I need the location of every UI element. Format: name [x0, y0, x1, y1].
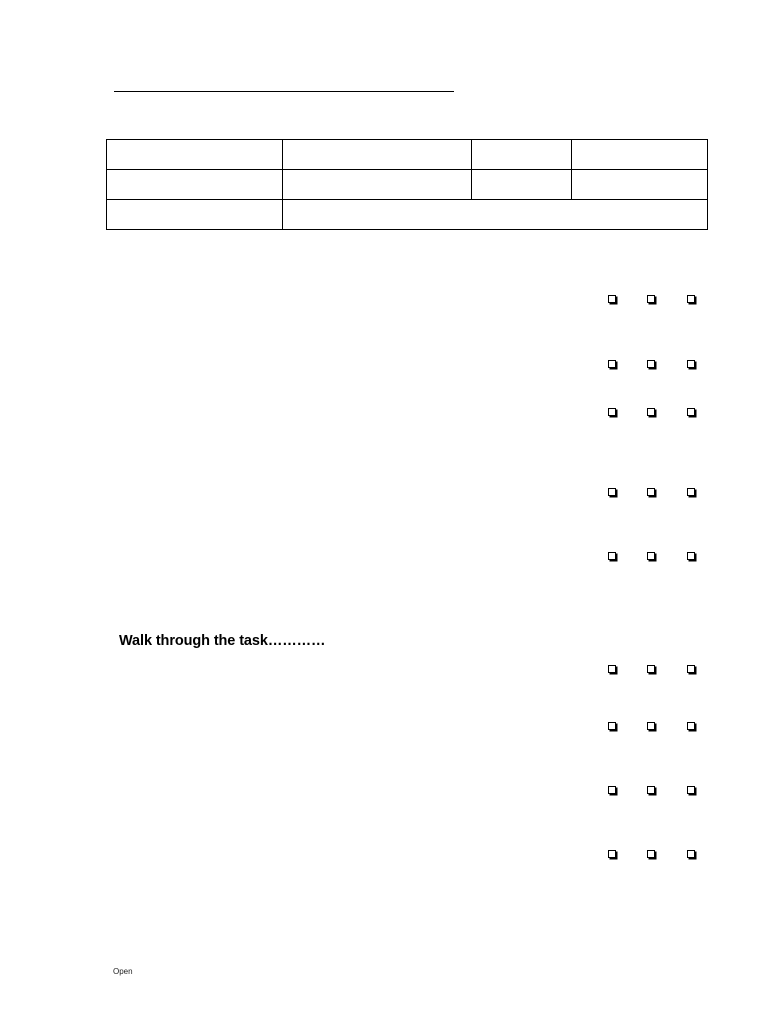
checkbox-option-2[interactable] [647, 408, 655, 416]
checkbox-option-2[interactable] [647, 295, 655, 303]
checkbox-option-2[interactable] [647, 665, 655, 673]
table-row [107, 170, 708, 200]
checklist-item-1 [606, 295, 696, 305]
checklist-item-6 [606, 665, 696, 675]
checkbox-option-3[interactable] [687, 408, 695, 416]
table-cell[interactable] [572, 140, 708, 170]
checkbox-option-3[interactable] [687, 722, 695, 730]
table-row [107, 140, 708, 170]
checkbox-option-3[interactable] [687, 786, 695, 794]
table-cell[interactable] [572, 170, 708, 200]
checkbox-option-3[interactable] [687, 488, 695, 496]
title-underline [114, 91, 454, 92]
checkbox-option-1[interactable] [608, 552, 616, 560]
checkbox-option-1[interactable] [608, 360, 616, 368]
checkbox-option-2[interactable] [647, 552, 655, 560]
checkbox-option-1[interactable] [608, 722, 616, 730]
checkbox-option-1[interactable] [608, 408, 616, 416]
checkbox-option-2[interactable] [647, 488, 655, 496]
table-cell[interactable] [107, 170, 283, 200]
checklist-item-4 [606, 488, 696, 498]
table-cell-merged[interactable] [283, 200, 708, 230]
checkbox-option-3[interactable] [687, 552, 695, 560]
checkbox-option-1[interactable] [608, 295, 616, 303]
checkbox-option-1[interactable] [608, 786, 616, 794]
checkbox-option-1[interactable] [608, 665, 616, 673]
checklist-item-5 [606, 552, 696, 562]
table-row [107, 200, 708, 230]
checkbox-option-2[interactable] [647, 850, 655, 858]
checklist-item-8 [606, 786, 696, 796]
table-cell[interactable] [283, 140, 472, 170]
checkbox-option-3[interactable] [687, 665, 695, 673]
header-info-table [106, 139, 708, 230]
checklist-item-7 [606, 722, 696, 732]
table-cell[interactable] [107, 200, 283, 230]
footer-classification-label: Open [113, 967, 133, 976]
checklist-item-2 [606, 360, 696, 370]
table-cell[interactable] [472, 140, 572, 170]
checkbox-option-3[interactable] [687, 360, 695, 368]
checkbox-option-3[interactable] [687, 295, 695, 303]
checkbox-option-2[interactable] [647, 360, 655, 368]
checklist-item-9 [606, 850, 696, 860]
table-cell[interactable] [107, 140, 283, 170]
checkbox-option-1[interactable] [608, 850, 616, 858]
walkthrough-heading: Walk through the task………… [119, 633, 326, 649]
checklist-item-3 [606, 408, 696, 418]
checkbox-option-2[interactable] [647, 786, 655, 794]
checkbox-option-1[interactable] [608, 488, 616, 496]
checkbox-option-3[interactable] [687, 850, 695, 858]
checkbox-option-2[interactable] [647, 722, 655, 730]
table-cell[interactable] [283, 170, 472, 200]
table-cell[interactable] [472, 170, 572, 200]
